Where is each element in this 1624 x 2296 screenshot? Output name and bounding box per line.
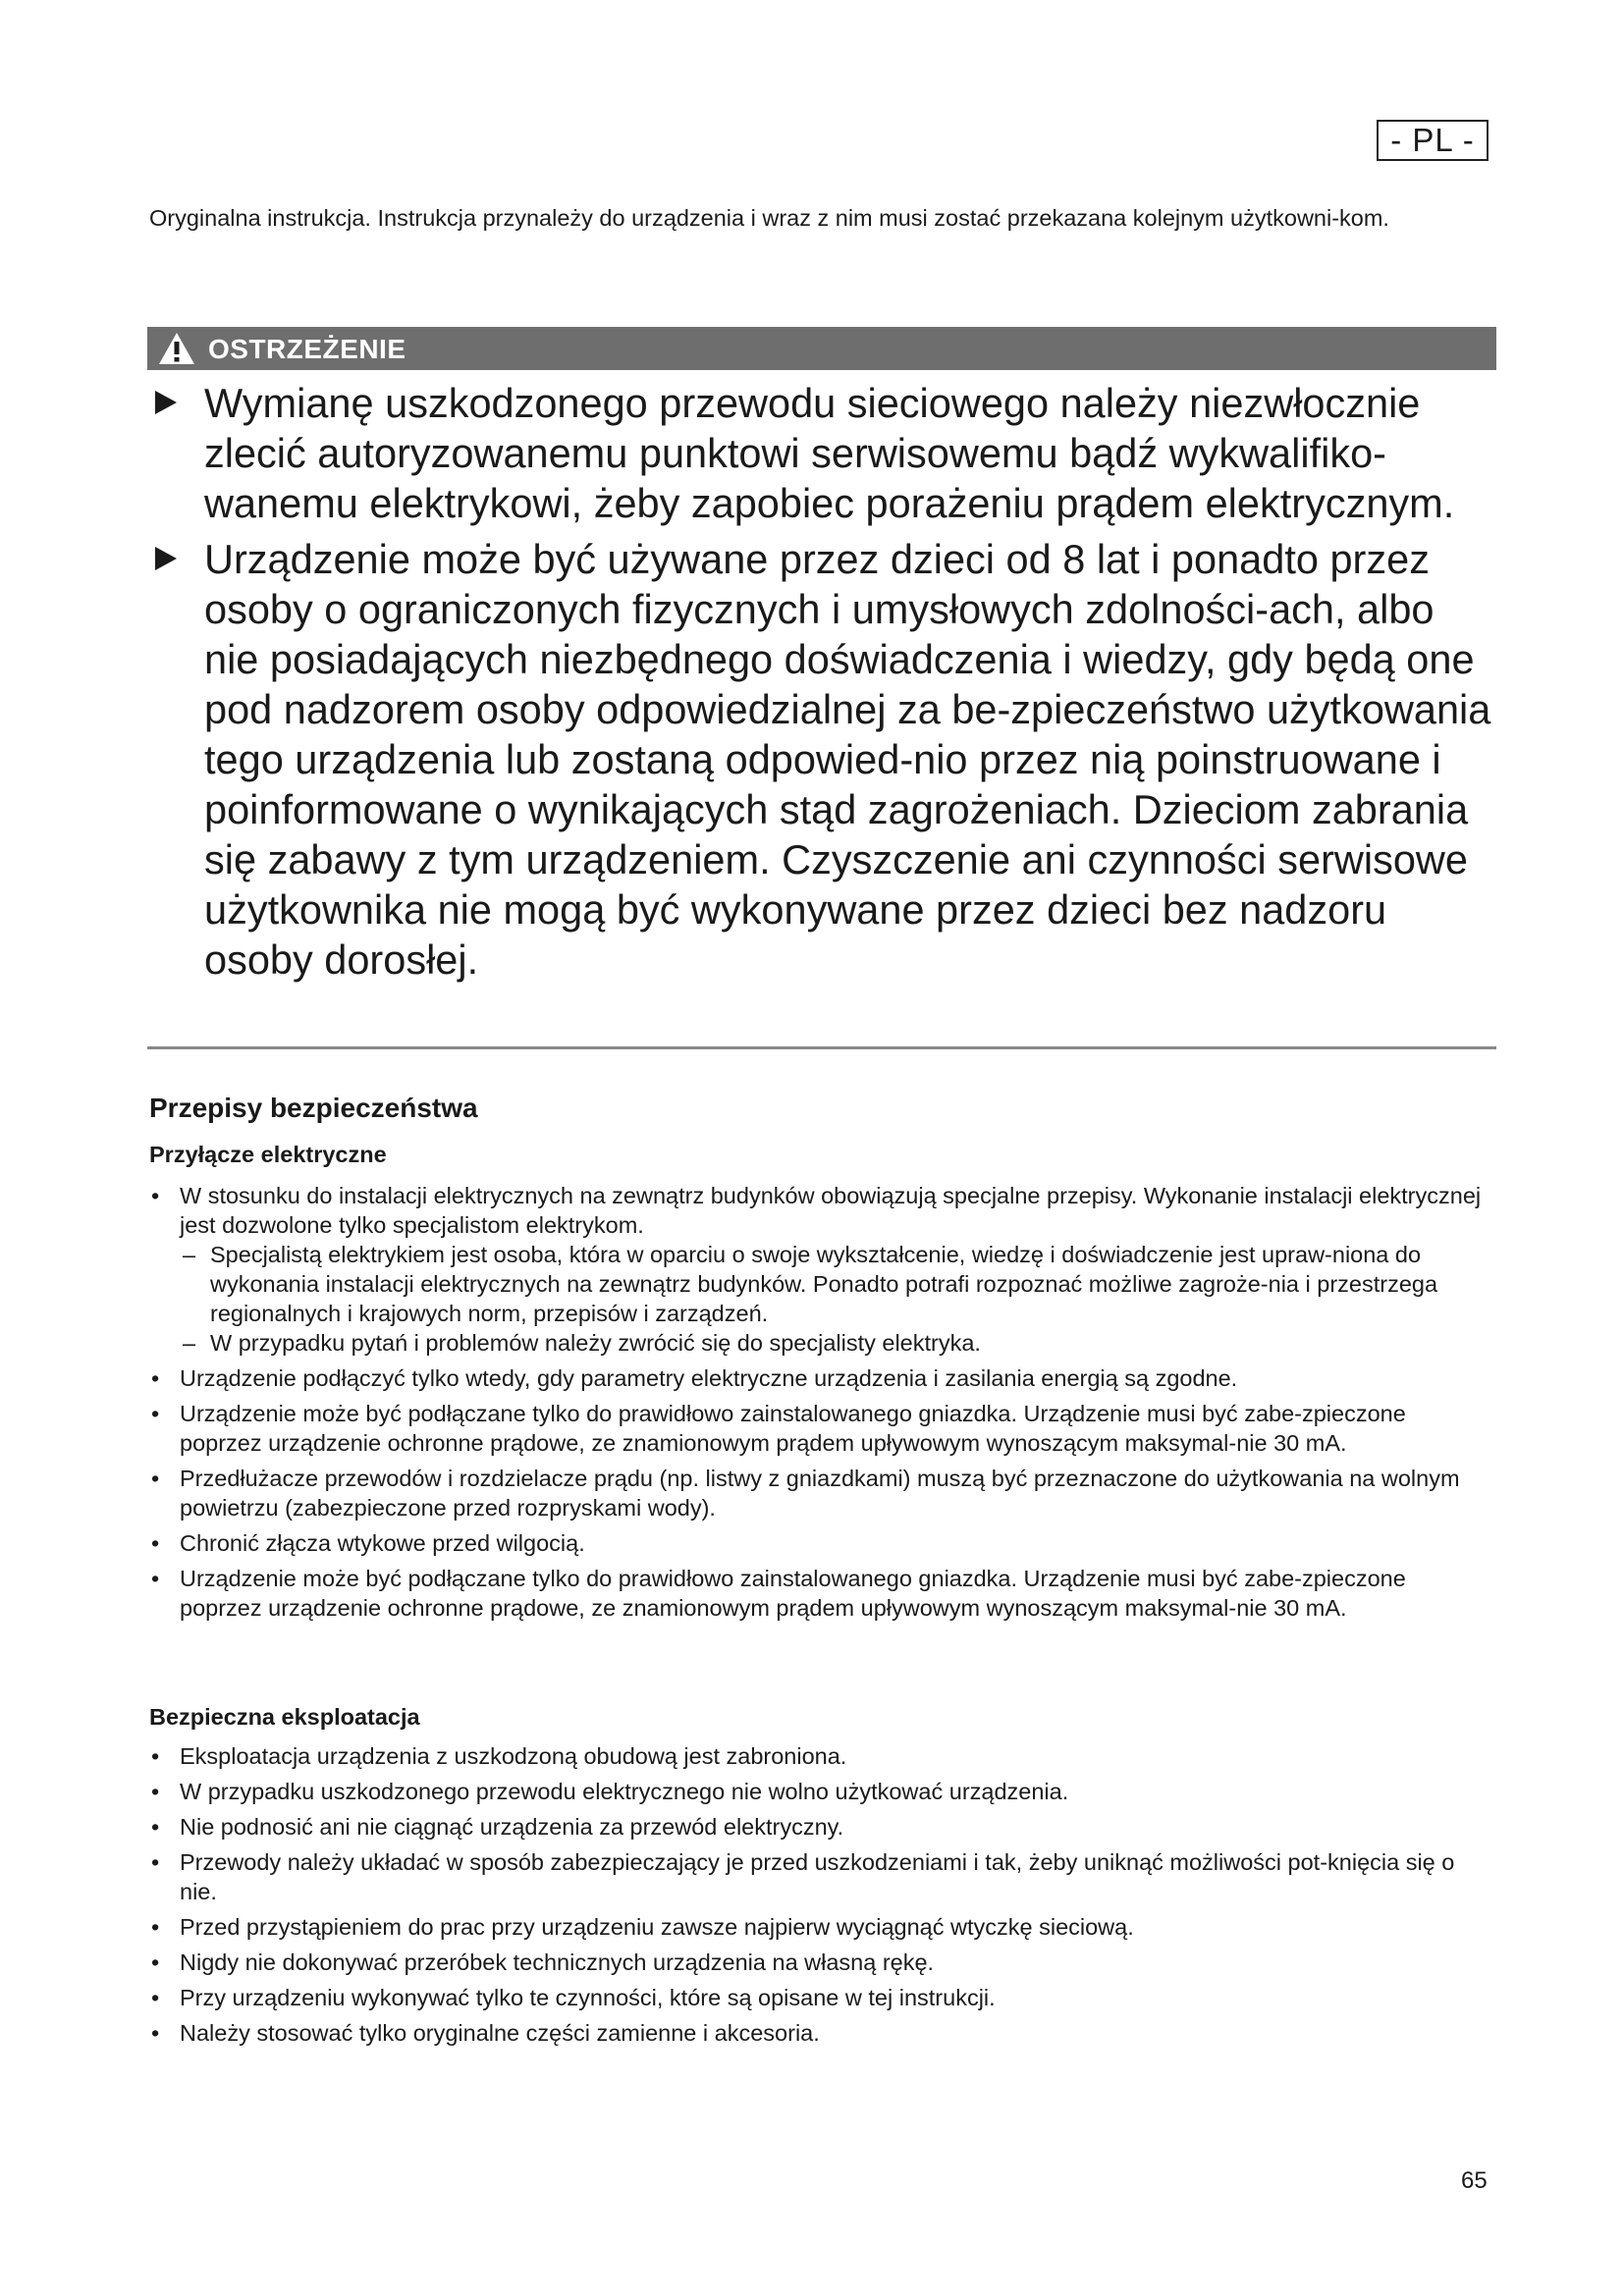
bullet-icon: • [151, 1183, 160, 1208]
warning-title: OSTRZEŻENIE [208, 334, 406, 364]
bullet-icon: • [151, 1743, 160, 1769]
subsection-title-electrical: Przyłącze elektryczne [149, 1142, 387, 1167]
sub-list-item [149, 1328, 1490, 1358]
list-item-text: Urządzenie może być podłączane tylko do prawidłowo zainstalowanego gniazdka. Urządzenie musi być zabe-zpieczone poprzez urządzenie ochronne prądowe, ze znamionowym prądem upływowym wynoszącym maksymal-nie 30 mA. [180, 1566, 1406, 1621]
arrow-bullet-icon [155, 547, 177, 570]
subsection-title-operation: Bezpieczna eksploatacja [149, 1704, 420, 1730]
list-item-text: W przypadku uszkodzonego przewodu elektrycznego nie wolno użytkować urządzenia. [180, 1779, 1069, 1804]
list-item [149, 1983, 1490, 2012]
language-tag: - PL - [1377, 120, 1489, 161]
list-item-text: Nigdy nie dokonywać przeróbek technicznych urządzenia na własną rękę. [180, 1949, 935, 1975]
intro-text: Oryginalna instrukcja. Instrukcja przynależy do urządzenia i wraz z nim musi zostać przekazana kolejnym użytkowni-kom. [149, 205, 1389, 231]
warning-item [149, 378, 1496, 528]
warning-item-text: Urządzenie może być używane przez dzieci od 8 lat i ponadto przez osoby o ograniczonych fizycznych i umysłowych zdolności-ach, albo nie posiadających niezbędnego doświadczenia i wiedzy, gdy będą one pod nadzorem osoby odpowiedzialnej za be-zpieczeństwo użytkowania tego urządzenia lub zostaną odpowied-nio przez nią poinstruowane i poinformowane o wynikających stąd zagrożeniach. Dzieciom zabrania się zabawy z tym urządzeniem. Czyszczenie ani czynności serwisowe użytkownika nie mogą być wykonywane przez dzieci bez nadzoru osoby dorosłej. [204, 536, 1491, 983]
bullet-icon: • [151, 1985, 160, 2010]
list-item [149, 1464, 1490, 1522]
list-item-text: Przy urządzeniu wykonywać tylko te czynności, które są opisane w tej instrukcji. [180, 1985, 996, 2010]
bullet-icon: • [151, 2020, 160, 2046]
warning-header [147, 327, 1496, 370]
list-item-text: Chronić złącza wtykowe przed wilgocią. [180, 1530, 585, 1556]
dash-bullet-icon: – [183, 1242, 196, 1267]
list-item-text: Nie podnosić ani nie ciągnąć urządzenia za przewód elektryczny. [180, 1814, 844, 1840]
list-item [149, 1812, 1490, 1842]
warning-divider [147, 1046, 1496, 1049]
bullet-icon: • [151, 1914, 160, 1940]
list-item-text: Urządzenie może być podłączane tylko do prawidłowo zainstalowanego gniazdka. Urządzenie musi być zabe-zpieczone poprzez urządzenie ochronne prądowe, ze znamionowym prądem upływowym wynoszącym maksymal-nie 30 mA. [180, 1401, 1406, 1456]
electrical-list [149, 1181, 1490, 1629]
list-item [149, 1564, 1490, 1623]
dash-bullet-icon: – [183, 1330, 196, 1356]
list-item [149, 1363, 1490, 1393]
list-item [149, 1399, 1490, 1458]
list-item-text: W stosunku do instalacji elektrycznych na zewnątrz budynków obowiązują specjalne przepisy. Wykonanie instalacji elektrycznej jest dozwolone tylko specjalistom elektrykom. [180, 1183, 1482, 1238]
bullet-icon: • [151, 1566, 160, 1591]
list-item-text: Urządzenie podłączyć tylko wtedy, gdy parametry elektryczne urządzenia i zasilania energią są zgodne. [180, 1365, 1238, 1391]
list-item [149, 1948, 1490, 1977]
list-item [149, 1912, 1490, 1942]
warning-list [149, 378, 1496, 990]
list-item [149, 1741, 1490, 1771]
arrow-bullet-icon [155, 391, 177, 414]
sub-list-item-text: Specjalistą elektrykiem jest osoba, która w oparciu o swoje wykształcenie, wiedzę i doświadczenie jest upraw-niona do wykonania instalacji elektrycznych na zewnątrz budynków. Ponadto potrafi rozpoznać możliwe zagroże-nia i przestrzega regionalnych i krajowych norm, przepisów i zarządzeń. [210, 1242, 1438, 1326]
bullet-icon: • [151, 1466, 160, 1491]
bullet-icon: • [151, 1814, 160, 1840]
bullet-icon: • [151, 1530, 160, 1556]
list-item-text: Przedłużacze przewodów i rozdzielacze prądu (np. listwy z gniazdkami) muszą być przeznaczone do użytkowania na wolnym powietrzu (zabezpieczone przed rozpryskami wody). [180, 1466, 1460, 1521]
list-item-text: Eksploatacja urządzenia z uszkodzoną obudową jest zabroniona. [180, 1743, 847, 1769]
bullet-icon: • [151, 1365, 160, 1391]
bullet-icon: • [151, 1401, 160, 1426]
list-item-text: Należy stosować tylko oryginalne części zamienne i akcesoria. [180, 2020, 820, 2046]
list-item [149, 1847, 1490, 1906]
list-item-text: Przewody należy układać w sposób zabezpieczający je przed uszkodzeniami i tak, żeby uniknąć możliwości pot-knięcia się o nie. [180, 1849, 1455, 1904]
page-number: 65 [1461, 2167, 1488, 2194]
list-item [149, 1777, 1490, 1806]
list-item [149, 1181, 1490, 1358]
sub-list-item [149, 1240, 1490, 1328]
list-item [149, 1528, 1490, 1558]
sub-list-item-text: W przypadku pytań i problemów należy zwrócić się do specjalisty elektryka. [210, 1330, 981, 1356]
list-item-text: Przed przystąpieniem do prac przy urządzeniu zawsze najpierw wyciągnąć wtyczkę sieciową. [180, 1914, 1134, 1940]
warning-triangle-icon [157, 331, 196, 366]
warning-item-text: Wymianę uszkodzonego przewodu sieciowego należy niezwłocznie zlecić autoryzowanemu punktowi serwisowemu bądź wykwalifiko-wanemu elektrykowi, żeby zapobiec porażeniu prądem elektrycznym. [204, 380, 1455, 526]
bullet-icon: • [151, 1849, 160, 1875]
bullet-icon: • [151, 1949, 160, 1975]
section-title-safety: Przepisy bezpieczeństwa [149, 1093, 478, 1123]
bullet-icon: • [151, 1779, 160, 1804]
operation-list [149, 1741, 1490, 2054]
list-item [149, 2018, 1490, 2048]
warning-item [149, 534, 1496, 985]
